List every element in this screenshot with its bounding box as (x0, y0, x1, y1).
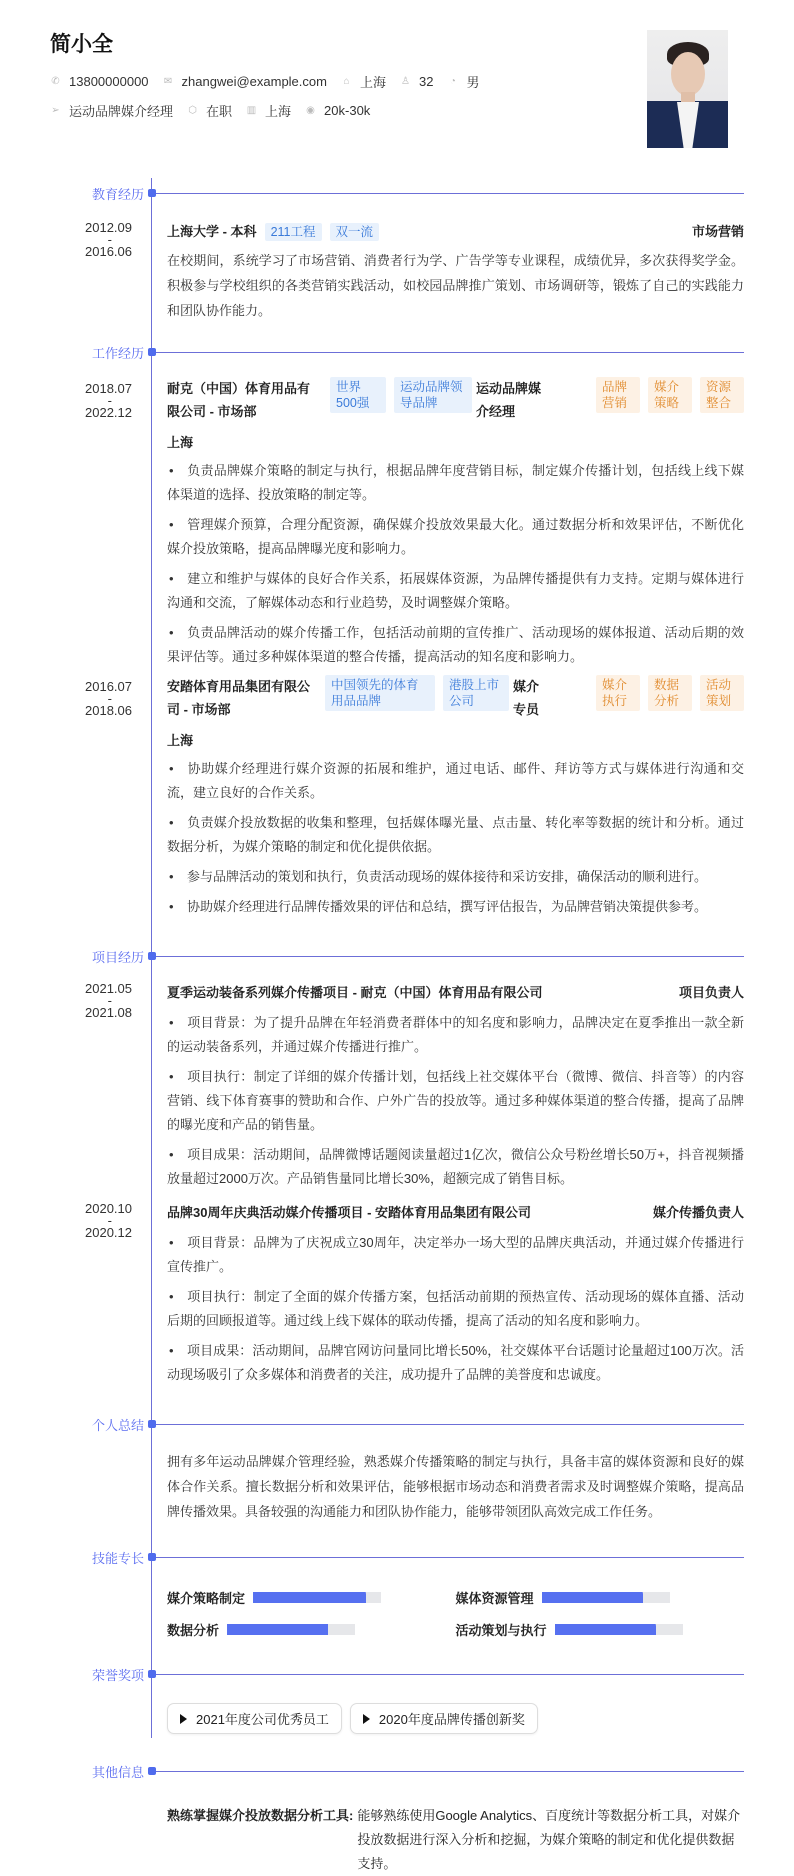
timeline-dot (148, 1420, 156, 1428)
company: 耐克（中国）体育用品有限公司 - 市场部 (167, 381, 311, 419)
candidate-name: 简小全 (50, 33, 113, 56)
skill-item (167, 1588, 456, 1607)
salary: 20k-30k (324, 103, 371, 118)
bullet: • 项目背景：为了提升品牌在年轻消费者群体中的知名度和影响力，品牌决定在夏季推出一款全新的运动装备系列，并通过媒介传播进行推广。 (167, 1011, 744, 1059)
bullet: • 管理媒介预算，合理分配资源，确保媒介投放效果最大化。通过数据分析和效果评估，不断优化媒介投放策略，提高品牌曝光度和影响力。 (167, 513, 744, 561)
section-skills (0, 1548, 794, 1566)
job-status: 在职 (206, 104, 233, 119)
text: 2020年度品牌传播创新奖 (378, 1712, 525, 1727)
tag: 中国领先的体育用品品牌 (325, 675, 435, 711)
skill-bar-fill (227, 1624, 328, 1635)
building-icon: ▥ (246, 105, 257, 116)
text: 2016.07 (85, 679, 132, 694)
skill-bar-fill (253, 1592, 366, 1603)
skills-grid (167, 1588, 744, 1639)
job-intent-row (50, 101, 750, 120)
tag: 世界500强 (330, 377, 386, 413)
role: 媒介专员 (513, 679, 540, 717)
target-position: 运动品牌媒介经理 (69, 104, 174, 119)
bullet: • 项目执行：制定了详细的媒介传播计划，包括线上社交媒体平台（微博、微信、抖音等）的内容营销、线下体育赛事的赞助和合作、户外广告的投放等。通过多种媒体渠道的整合传播，提高了品牌的曝光度和产品的销售量。 (167, 1065, 744, 1137)
text: 活动策划与执行 (455, 1623, 547, 1638)
text: 数据分析 (167, 1623, 220, 1638)
award-item (350, 1703, 538, 1734)
section-title: 项目经历 (91, 950, 144, 965)
skill-item (456, 1588, 745, 1607)
section-awards (0, 1665, 794, 1683)
other-value: 能够熟练使用Google Analytics、百度统计等数据分析工具，对媒介投放数据进行深入分析和挖掘，为媒介策略的制定和优化提供数据支持。 (357, 1808, 741, 1871)
company: 安踏体育用品集团有限公司 - 市场部 (167, 679, 311, 717)
skill-bar-fill (542, 1592, 643, 1603)
tag: 211工程 (265, 223, 322, 241)
city: 上海 (359, 75, 386, 90)
timeline-dot (148, 1553, 156, 1561)
summary (167, 1449, 744, 1524)
resume-header (50, 28, 750, 120)
project-title: 品牌30周年庆典活动媒介传播项目 - 安踏体育用品集团有限公司 (167, 1205, 532, 1220)
date-range: 2021.05 - 2021.08 (0, 981, 132, 1021)
divider (156, 1771, 744, 1772)
date-range: 2018.07 - 2022.12 (0, 381, 132, 421)
location: 上海 (167, 435, 194, 450)
summary-text: 拥有多年运动品牌媒介管理经验，熟悉媒介传播策略的制定与执行，具备丰富的媒体资源和良好的媒体合作关系。擅长数据分析和效果评估，能够根据市场动态和消费者需求及时调整媒介策略，提高品牌传播效果。具备较强的沟通能力和团队协作能力，能够带领团队高效完成工作任务。 (167, 1454, 744, 1519)
bullet: • 项目执行：制定了全面的媒介传播方案，包括活动前期的预热宣传、活动现场的媒体直播、活动后期的回顾报道等。通过线上线下媒体的联动传播，提高了活动的知名度和影响力。 (167, 1285, 744, 1333)
project-role: 项目负责人 (678, 985, 744, 1000)
section-projects (0, 947, 794, 965)
date-range: 2012.09 - 2016.06 (0, 220, 132, 260)
work-entry (85, 675, 744, 919)
section-title: 教育经历 (91, 187, 144, 202)
text: 2021年度公司优秀员工 (196, 1712, 329, 1727)
bullet: • 参与品牌活动的策划和执行，负责活动现场的媒体接待和采访安排，确保活动的顺利进行。 (167, 865, 744, 889)
divider (156, 1424, 744, 1425)
gender-icon: ◔ (449, 76, 456, 87)
bullet: • 项目成果：活动期间，品牌微博话题阅读量超过1亿次，微信公众号粉丝增长50万+，抖音视频播放量超过2000万次。产品销售量同比增长30%，超额完成了销售目标。 (167, 1143, 744, 1191)
award-item (167, 1703, 342, 1734)
role: 运动品牌媒介经理 (476, 381, 542, 419)
skill-bar (227, 1624, 355, 1635)
education-desc: 在校期间，系统学习了市场营销、消费者行为学、广告学等专业课程，成绩优异，多次获得奖学金。积极参与学校组织的各类营销实践活动，如校园品牌推广策划、市场调研等，锻炼了自己的实践能力和团队协作能力。 (167, 253, 744, 318)
skill-bar (253, 1592, 381, 1603)
gender: 男 (466, 75, 480, 90)
project-entry (85, 1201, 744, 1387)
contact-row (50, 72, 750, 91)
tag: 运动品牌领导品牌 (394, 377, 472, 413)
project-title: 夏季运动装备系列媒介传播项目 - 耐克（中国）体育用品有限公司 (167, 985, 543, 1000)
skill-bar-fill (555, 1624, 656, 1635)
section-work (0, 343, 794, 361)
bullet: • 建立和维护与媒体的良好合作关系，拓展媒体资源，为品牌传播提供有力支持。定期与媒体进行沟通和交流，了解媒体动态和行业趋势，及时调整媒介策略。 (167, 567, 744, 615)
divider (156, 352, 744, 353)
text: 媒体资源管理 (455, 1591, 534, 1606)
other-info (167, 1804, 744, 1876)
salary-icon: ◉ (306, 105, 315, 116)
bullet: • 负责品牌活动的媒介传播工作，包括活动前期的宣传推广、活动现场的媒体报道、活动后期的效果评估等。通过多种媒体渠道的整合传播，提高活动的知名度和影响力。 (167, 621, 744, 669)
text: 2018.07 (85, 381, 132, 396)
mail-icon: ✉ (163, 76, 173, 87)
major: 市场营销 (691, 224, 744, 239)
location: 上海 (167, 733, 194, 748)
skill-bar (542, 1592, 670, 1603)
timeline-dot (148, 1670, 156, 1678)
date-range: 2020.10 - 2020.12 (0, 1201, 132, 1241)
education-entry (85, 220, 744, 323)
tag: 双一流 (330, 223, 380, 241)
tag: 数据分析 (648, 675, 692, 711)
age-icon: ♙ (401, 76, 410, 87)
skill-item (456, 1620, 745, 1639)
home-icon: ⌂ (343, 76, 350, 87)
phone: 13800000000 (69, 74, 149, 89)
section-title: 工作经历 (91, 346, 144, 361)
play-icon (180, 1714, 187, 1724)
project-role: 媒介传播负责人 (652, 1205, 744, 1220)
text: 2012.09 (85, 220, 132, 235)
awards-list (167, 1703, 794, 1734)
text: 2021.08 (85, 1005, 132, 1020)
tag: 品牌营销 (596, 377, 640, 413)
tag: 媒介策略 (648, 377, 692, 413)
tag: 媒介执行 (596, 675, 640, 711)
text: 2022.12 (85, 405, 132, 420)
timeline-dot (148, 348, 156, 356)
date-range: 2016.07 - 2018.06 (0, 679, 132, 719)
text: 2021.05 (85, 981, 132, 996)
bullet: • 项目成果：活动期间，品牌官网访问量同比增长50%，社交媒体平台话题讨论量超过100万次。活动现场吸引了众多媒体和消费者的关注，成功提升了品牌的美誉度和忠诚度。 (167, 1339, 744, 1387)
phone-icon: ✆ (51, 76, 60, 87)
text: 媒介策略制定 (167, 1591, 246, 1606)
project-entry (85, 981, 744, 1191)
bullet: • 项目背景：品牌为了庆祝成立30周年，决定举办一场大型的品牌庆典活动，并通过媒介传播进行宣传推广。 (167, 1231, 744, 1279)
bullet: • 负责品牌媒介策略的制定与执行，根据品牌年度营销目标，制定媒介传播计划，包括线上线下媒体渠道的选择、投放策略的制定等。 (167, 459, 744, 507)
divider (156, 956, 744, 957)
resume-body (0, 170, 794, 1876)
tag: 港股上市公司 (443, 675, 509, 711)
section-other (0, 1762, 794, 1780)
school: 上海大学 - 本科 (167, 224, 257, 239)
section-title: 个人总结 (91, 1418, 144, 1433)
timeline-dot (148, 189, 156, 197)
timeline-dot (148, 1767, 156, 1775)
section-title: 其他信息 (91, 1765, 144, 1780)
text: 2020.12 (85, 1225, 132, 1240)
timeline-dot (148, 952, 156, 960)
bullet: • 协助媒介经理进行媒介资源的拓展和维护，通过电话、邮件、拜访等方式与媒体进行沟通和交流，建立良好的合作关系。 (167, 757, 744, 805)
text: 2016.06 (85, 244, 132, 259)
tag: 资源整合 (700, 377, 744, 413)
send-icon: ➢ (51, 105, 60, 116)
section-title: 荣誉奖项 (91, 1668, 144, 1683)
avatar-photo (647, 30, 728, 148)
status-icon: ⬡ (188, 105, 197, 116)
bullet: • 协助媒介经理进行品牌传播效果的评估和总结，撰写评估报告，为品牌营销决策提供参考。 (167, 895, 744, 919)
skill-bar (555, 1624, 683, 1635)
target-city: 上海 (265, 104, 292, 119)
section-summary (0, 1415, 794, 1433)
divider (156, 1557, 744, 1558)
bullet: • 负责媒介投放数据的收集和整理，包括媒体曝光量、点击量、转化率等数据的统计和分析。通过数据分析，为媒介策略的制定和优化提供依据。 (167, 811, 744, 859)
text: 2018.06 (85, 703, 132, 718)
skill-item (167, 1620, 456, 1639)
divider (156, 193, 744, 194)
email: zhangwei@example.com (181, 74, 327, 89)
age: 32 (418, 74, 434, 89)
section-education (0, 184, 794, 202)
section-title: 技能专长 (91, 1551, 144, 1566)
divider (156, 1674, 744, 1675)
tag: 活动策划 (700, 675, 744, 711)
work-entry (85, 377, 744, 669)
play-icon (363, 1714, 370, 1724)
other-key: 熟练掌握媒介投放数据分析工具: (167, 1808, 354, 1823)
text: 2020.10 (85, 1201, 132, 1216)
